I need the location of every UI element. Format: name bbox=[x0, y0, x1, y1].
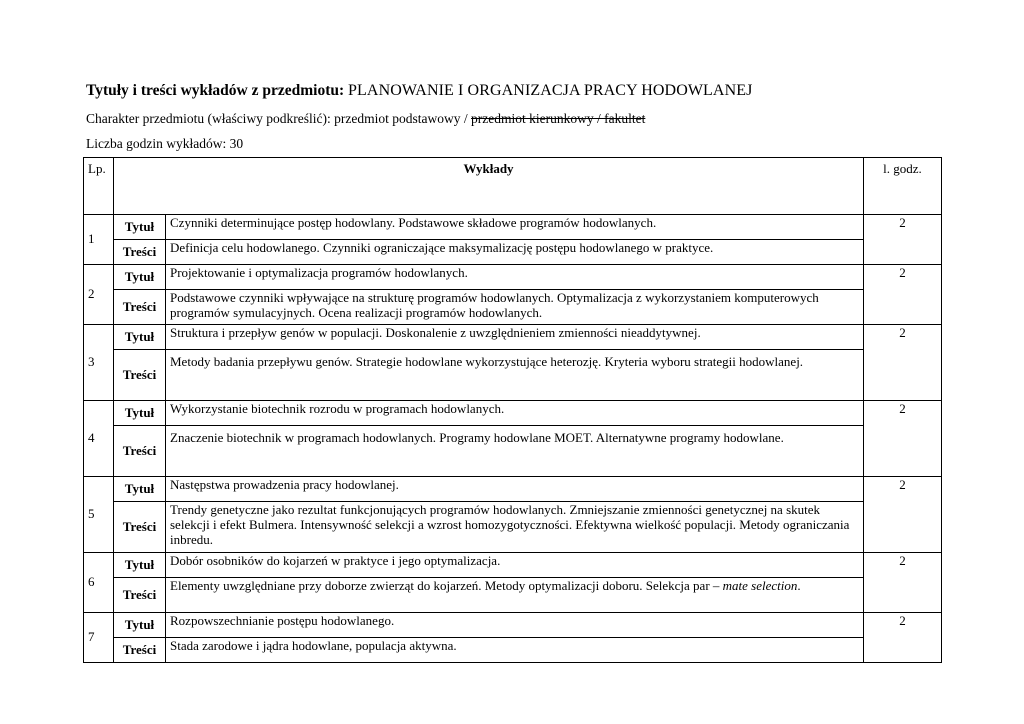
lecture-title: Następstwa prowadzenia pracy hodowlanej. bbox=[166, 477, 864, 502]
row-number: 6 bbox=[84, 553, 114, 613]
content-label: Treści bbox=[114, 578, 166, 613]
course-character-label: Charakter przedmiotu (właściwy podkreślić): przedmiot podstawowy / bbox=[86, 111, 468, 126]
lecture-hours: 2 bbox=[864, 553, 942, 613]
lecture-title: Rozpowszechnianie postępu hodowlanego. bbox=[166, 613, 864, 638]
table-row bbox=[84, 215, 942, 240]
header-lp: Lp. bbox=[84, 158, 114, 215]
lecture-hours: 2 bbox=[864, 613, 942, 663]
lecture-hours: 2 bbox=[864, 477, 942, 553]
lecture-content: Podstawowe czynniki wpływające na strukturę programów hodowlanych. Optymalizacja z wykorzystaniem komputerowych programów symulacyjnych. Ocena realizacji programów hodowlanych. bbox=[166, 290, 864, 325]
lecture-content: Metody badania przepływu genów. Strategie hodowlane wykorzystujące heterozję. Kryteria wyboru strategii hodowlanej. bbox=[166, 350, 864, 401]
lecture-title: Dobór osobników do kojarzeń w praktyce i jego optymalizacja. bbox=[166, 553, 864, 578]
course-character-line bbox=[86, 111, 645, 127]
row-number: 5 bbox=[84, 477, 114, 553]
lecture-hours-line: Liczba godzin wykładów: 30 bbox=[86, 136, 244, 151]
header-hours: l. godz. bbox=[864, 158, 942, 215]
lecture-content-text: Elementy uwzględniane przy doborze zwierząt do kojarzeń. Metody optymalizacji doboru. Selekcja par – bbox=[170, 578, 720, 593]
lectures-table bbox=[83, 157, 942, 663]
lecture-hours: 2 bbox=[864, 265, 942, 325]
lecture-hours: 2 bbox=[864, 401, 942, 477]
row-number: 4 bbox=[84, 401, 114, 477]
lecture-content bbox=[166, 578, 864, 613]
table-row bbox=[84, 325, 942, 350]
table-row bbox=[84, 578, 942, 613]
title-label: Tytuł bbox=[114, 215, 166, 240]
lecture-content: Znaczenie biotechnik w programach hodowlanych. Programy hodowlane MOET. Alternatywne programy hodowlane. bbox=[166, 426, 864, 477]
content-label: Treści bbox=[114, 240, 166, 265]
content-label: Treści bbox=[114, 426, 166, 477]
lecture-content-end: . bbox=[797, 578, 801, 593]
content-label: Treści bbox=[114, 290, 166, 325]
row-number: 3 bbox=[84, 325, 114, 401]
course-character-struck: przedmiot kierunkowy / fakultet bbox=[471, 111, 646, 126]
lecture-hours: 2 bbox=[864, 325, 942, 401]
title-label: Tytuł bbox=[114, 265, 166, 290]
title-label: Tytuł bbox=[114, 613, 166, 638]
lecture-content: Definicja celu hodowlanego. Czynniki ograniczające maksymalizację postępu hodowlanego w praktyce. bbox=[166, 240, 864, 265]
table-row bbox=[84, 426, 942, 477]
table-row bbox=[84, 350, 942, 401]
table-row bbox=[84, 290, 942, 325]
title-label: Tytuł bbox=[114, 401, 166, 426]
table-header-row bbox=[84, 158, 942, 215]
row-number: 7 bbox=[84, 613, 114, 663]
lecture-title: Projektowanie i optymalizacja programów hodowlanych. bbox=[166, 265, 864, 290]
table-row bbox=[84, 613, 942, 638]
subject-name: PLANOWANIE I ORGANIZACJA PRACY HODOWLANEJ bbox=[348, 82, 753, 99]
table-row bbox=[84, 265, 942, 290]
content-label: Treści bbox=[114, 502, 166, 553]
lecture-content: Stada zarodowe i jądra hodowlane, populacja aktywna. bbox=[166, 638, 864, 663]
title-label: Tytuł bbox=[114, 553, 166, 578]
table-row bbox=[84, 553, 942, 578]
lecture-title: Czynniki determinujące postęp hodowlany. Podstawowe składowe programów hodowlanych. bbox=[166, 215, 864, 240]
lecture-title: Struktura i przepływ genów w populacji. Doskonalenie z uwzględnieniem zmienności nieaddytywnej. bbox=[166, 325, 864, 350]
table-row bbox=[84, 477, 942, 502]
lecture-content: Trendy genetyczne jako rezultat funkcjonujących programów hodowlanych. Zmniejszanie zmienności genetycznej na skutek selekcji i efekt Bulmera. Intensywność selekcji a wzrost homozygotyczności. Efektywna wielkość populacji. Metody ograniczania inbredu. bbox=[166, 502, 864, 553]
title-label: Tytuł bbox=[114, 477, 166, 502]
lecture-content-italic: mate selection bbox=[722, 578, 798, 593]
table-row bbox=[84, 401, 942, 426]
document-title bbox=[86, 82, 752, 100]
table-row bbox=[84, 502, 942, 553]
content-label: Treści bbox=[114, 638, 166, 663]
title-prefix: Tytuły i treści wykładów z przedmiotu: bbox=[86, 82, 345, 99]
header-lectures: Wykłady bbox=[114, 158, 864, 215]
lecture-hours: 2 bbox=[864, 215, 942, 265]
table-row bbox=[84, 638, 942, 663]
content-label: Treści bbox=[114, 350, 166, 401]
table-row bbox=[84, 240, 942, 265]
row-number: 1 bbox=[84, 215, 114, 265]
row-number: 2 bbox=[84, 265, 114, 325]
title-label: Tytuł bbox=[114, 325, 166, 350]
lecture-title: Wykorzystanie biotechnik rozrodu w programach hodowlanych. bbox=[166, 401, 864, 426]
